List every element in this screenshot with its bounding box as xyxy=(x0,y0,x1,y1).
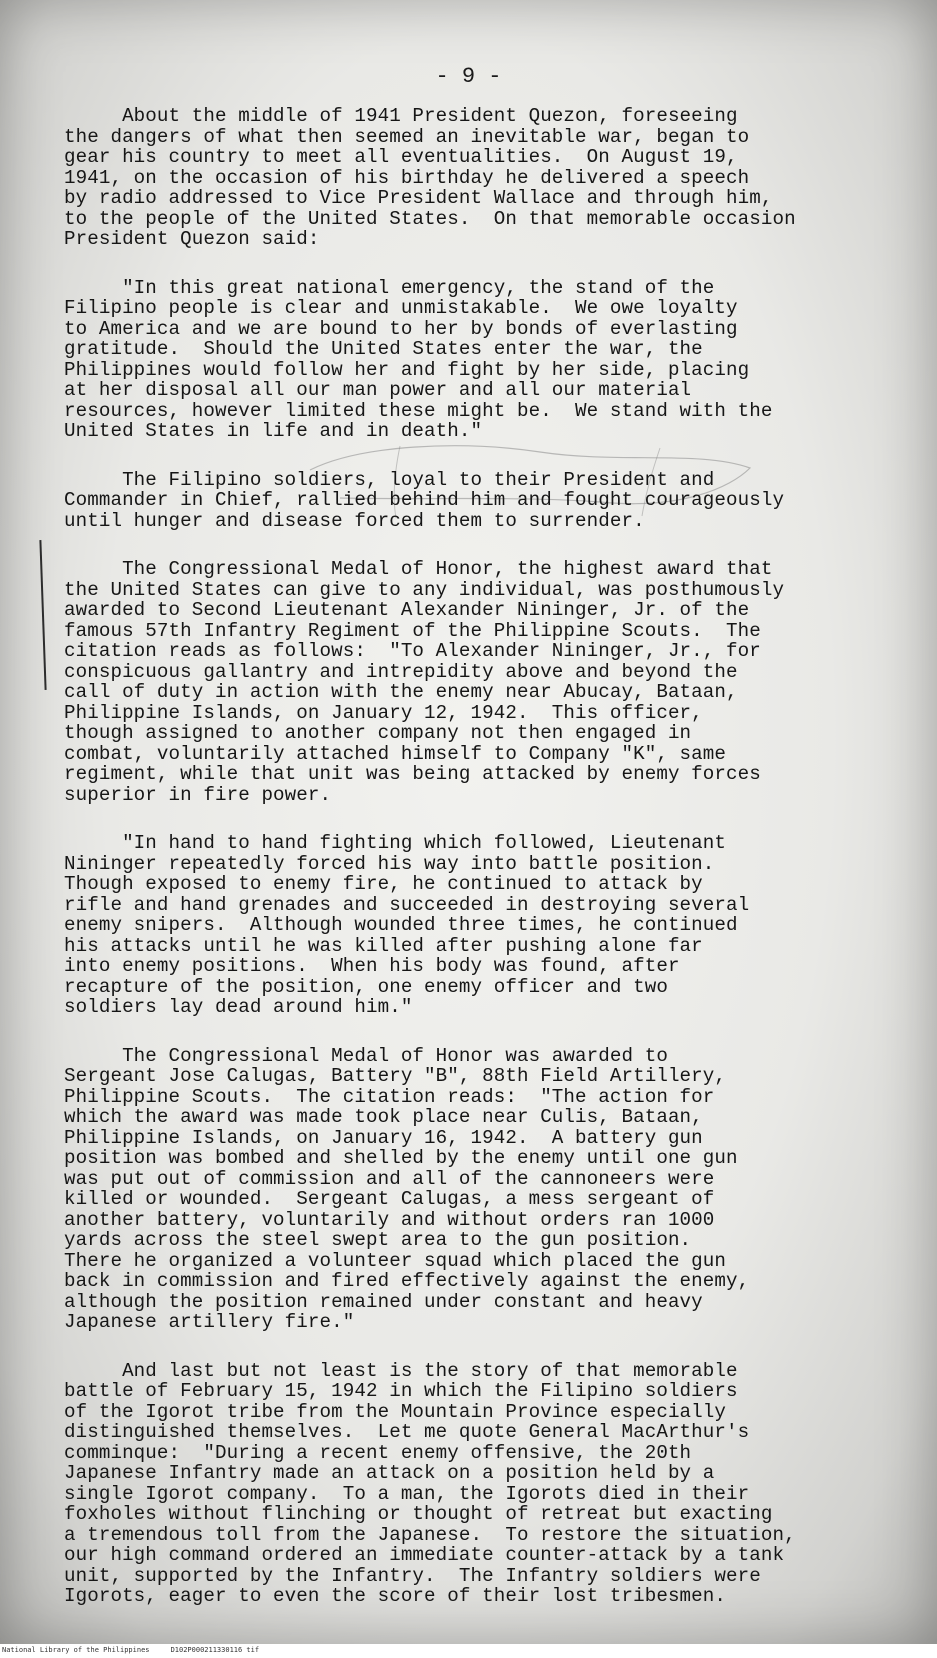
text-line: was put out of commission and all of the cannoneers were xyxy=(64,1167,715,1190)
scan-footer-caption: National Library of the Philippines D102P000211330116 tif xyxy=(2,1646,260,1654)
paragraph xyxy=(64,1361,894,1607)
text-line: which the award was made took place near Culis, Bataan, xyxy=(64,1106,703,1128)
text-line: awarded to Second Lieutenant Alexander Nininger, Jr. of the xyxy=(64,599,750,621)
text-line: Commander in Chief, rallied behind him and fought courageously xyxy=(64,489,785,511)
text-line: by radio addressed to Vice President Wallace and through him, xyxy=(64,187,773,209)
paragraph xyxy=(64,833,894,1018)
paragraph xyxy=(64,470,894,532)
text-line: resources, however limited these might be. We stand with the xyxy=(64,399,773,422)
paragraph xyxy=(64,278,894,442)
text-line: President Quezon said: xyxy=(64,228,320,250)
text-line: famous 57th Infantry Regiment of the Philippine Scouts. The xyxy=(64,619,761,642)
text-line: The Filipino soldiers, loyal to their President and xyxy=(64,468,715,491)
text-line: gratitude. Should the United States enter the war, the xyxy=(64,338,703,360)
text-line: a tremendous toll from the Japanese. To restore the situation, xyxy=(64,1523,796,1546)
text-line: single Igorot company. To a man, the Igorots died in their xyxy=(64,1482,750,1505)
text-line: yards across the steel swept area to the gun position. xyxy=(64,1229,692,1251)
text-line: rifle and hand grenades and succeeded in destroying several xyxy=(64,893,750,916)
paragraph xyxy=(64,559,894,805)
text-line: Sergeant Jose Calugas, Battery "B", 88th Field Artillery, xyxy=(64,1065,727,1087)
text-line: into enemy positions. When his body was found, after xyxy=(64,955,680,977)
text-line: recapture of the position, one enemy officer and two xyxy=(64,975,668,998)
text-line: although the position remained under constant and heavy xyxy=(64,1290,703,1313)
text-line: United States in life and in death." xyxy=(64,420,483,442)
text-line: And last but not least is the story of that memorable xyxy=(64,1359,738,1382)
paragraph xyxy=(64,1046,894,1333)
text-line: regiment, while that unit was being attacked by enemy forces xyxy=(64,763,761,785)
text-line: Philippine Scouts. The citation reads: "The action for xyxy=(64,1085,715,1108)
text-line: 1941, on the occasion of his birthday he delivered a speech xyxy=(64,166,750,189)
text-line: foxholes without flinching or thought of retreat but exacting xyxy=(64,1503,773,1525)
text-line: Filipino people is clear and unmistakable. We owe loyalty xyxy=(64,297,738,319)
text-line: to the people of the United States. On that memorable occasion xyxy=(64,207,796,230)
text-line: Japanese Infantry made an attack on a position held by a xyxy=(64,1462,715,1484)
text-line: battle of February 15, 1942 in which the Filipino soldiers xyxy=(64,1380,738,1402)
margin-pencil-mark xyxy=(39,540,46,690)
text-line: There he organized a volunteer squad which placed the gun xyxy=(64,1249,727,1272)
text-line: Though exposed to enemy fire, he continued to attack by xyxy=(64,873,703,895)
text-line: superior in fire power. xyxy=(64,783,332,806)
text-line: back in commission and fired effectively against the enemy, xyxy=(64,1270,750,1292)
text-line: to America and we are bound to her by bonds of everlasting xyxy=(64,317,738,340)
text-line: comminque: "During a recent enemy offensive, the 20th xyxy=(64,1441,692,1464)
text-line: distinguished themselves. Let me quote General MacArthur's xyxy=(64,1421,750,1443)
text-line: unit, supported by the Infantry. The Infantry soldiers were xyxy=(64,1564,761,1587)
text-line: Philippines would follow her and fight by her side, placing xyxy=(64,358,750,381)
text-line: call of duty in action with the enemy near Abucay, Bataan, xyxy=(64,681,738,703)
text-line: The Congressional Medal of Honor was awarded to xyxy=(64,1044,668,1067)
text-line: killed or wounded. Sergeant Calugas, a mess sergeant of xyxy=(64,1188,715,1210)
text-line: our high command ordered an immediate counter-attack by a tank xyxy=(64,1544,785,1566)
text-line: the United States can give to any individual, was posthumously xyxy=(64,578,785,601)
text-line: at her disposal all our man power and all our material xyxy=(64,379,692,401)
text-line: gear his country to meet all eventualities. On August 19, xyxy=(64,146,738,168)
text-line: Philippine Islands, on January 16, 1942. A battery gun xyxy=(64,1126,703,1149)
text-line: the dangers of what then seemed an inevitable war, began to xyxy=(64,125,750,148)
text-line: About the middle of 1941 President Quezon, foreseeing xyxy=(64,105,738,127)
text-line: "In this great national emergency, the stand of the xyxy=(64,276,715,299)
text-line: though assigned to another company not then engaged in xyxy=(64,722,692,744)
text-line: combat, voluntarily attached himself to Company "K", same xyxy=(64,742,727,765)
text-line: until hunger and disease forced them to surrender. xyxy=(64,509,645,532)
text-line: conspicuous gallantry and intrepidity above and beyond the xyxy=(64,660,738,683)
text-line: enemy snipers. Although wounded three times, he continued xyxy=(64,914,738,936)
text-line: his attacks until he was killed after pushing alone far xyxy=(64,934,703,957)
text-line: Philippine Islands, on January 12, 1942. This officer, xyxy=(64,701,703,724)
text-line: Nininger repeatedly forced his way into battle position. xyxy=(64,852,715,875)
text-line: "In hand to hand fighting which followed, Lieutenant xyxy=(64,832,727,854)
text-line: Japanese artillery fire." xyxy=(64,1311,355,1333)
page-number: - 9 - xyxy=(435,64,502,89)
text-line: another battery, voluntarily and without orders ran 1000 xyxy=(64,1208,715,1231)
text-line: of the Igorot tribe from the Mountain Province especially xyxy=(64,1400,727,1423)
text-line: The Congressional Medal of Honor, the highest award that xyxy=(64,558,773,580)
paragraph xyxy=(64,106,894,250)
text-line: citation reads as follows: "To Alexander Nininger, Jr., for xyxy=(64,640,761,662)
text-line: Igorots, eager to even the score of their lost tribesmen. xyxy=(64,1585,727,1607)
text-line: position was bombed and shelled by the enemy until one gun xyxy=(64,1147,738,1169)
text-line: soldiers lay dead around him." xyxy=(64,996,413,1018)
document-body xyxy=(64,106,894,1635)
